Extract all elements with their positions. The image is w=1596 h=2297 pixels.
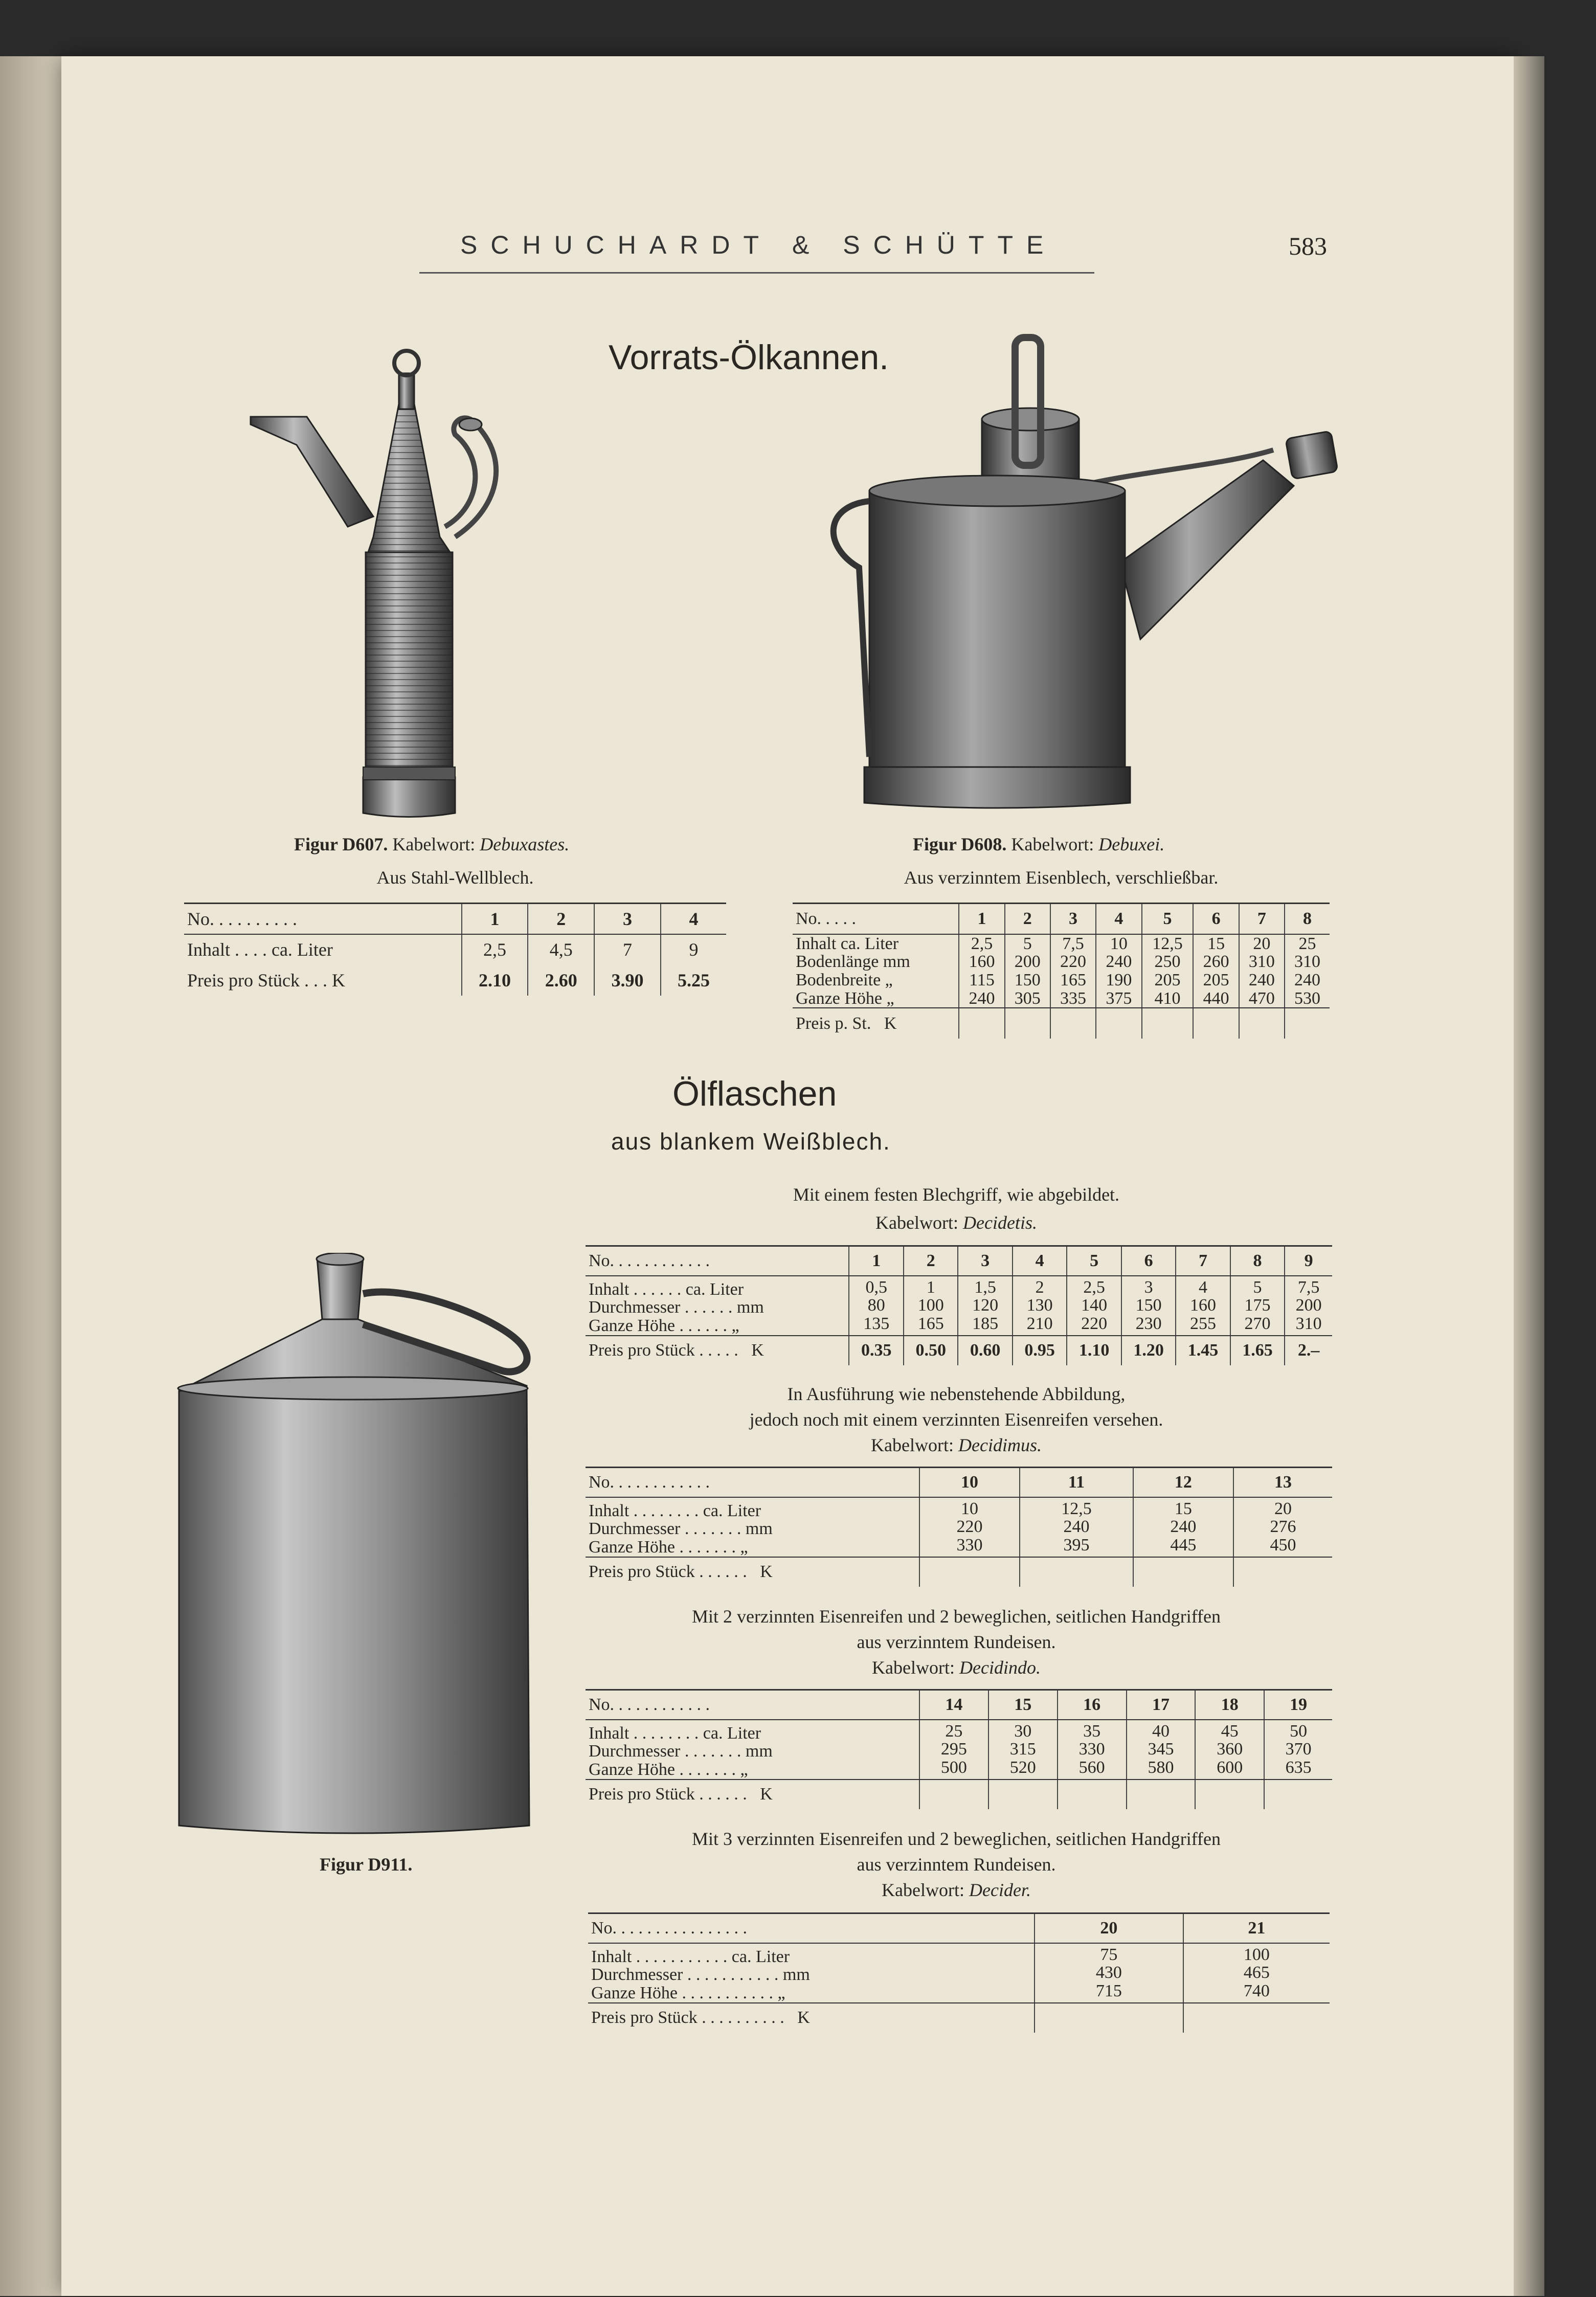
cell: 270	[1244, 1314, 1271, 1333]
col-values	[1121, 1276, 1176, 1336]
cell: 560	[1078, 1758, 1105, 1777]
cell-preis-empty	[1183, 2003, 1330, 2033]
t2-kabelwort	[588, 1434, 1324, 1456]
cell-preis-empty	[1020, 1557, 1133, 1587]
cell: 2,5	[1083, 1277, 1105, 1297]
cell: 240	[1106, 952, 1132, 972]
currency-k: K	[760, 1785, 773, 1804]
cell: 12,5	[1152, 934, 1183, 953]
cell: 470	[1248, 988, 1275, 1008]
col-values	[988, 1720, 1058, 1780]
cell-inhalt: 9	[661, 934, 726, 965]
cell-preis-empty	[1264, 1780, 1332, 1809]
col-no: 20	[1035, 1913, 1183, 1943]
col-no: 14	[919, 1690, 988, 1720]
cell: 260	[1203, 952, 1229, 972]
label-inhalt: Inhalt . . . . . . ca. Liter	[589, 1279, 744, 1299]
col-no: 16	[1058, 1690, 1127, 1720]
preis-label: Preis pro Stück . . . . . .	[589, 1785, 747, 1804]
label-hoehe: Ganze Höhe . . . . . . . „	[589, 1760, 748, 1779]
col-no: 6	[1193, 904, 1239, 934]
cell: 530	[1294, 988, 1321, 1008]
col-values	[904, 1276, 958, 1336]
cell: 600	[1217, 1758, 1243, 1777]
row-label-no: No. . . . .	[793, 904, 959, 934]
cell: 395	[1063, 1535, 1090, 1555]
col-no: 9	[1285, 1246, 1332, 1276]
cell-preis: 1.45	[1176, 1336, 1230, 1365]
left-page-edge	[0, 56, 64, 2296]
cell-preis-empty	[1127, 1780, 1196, 1809]
header-rule	[419, 272, 1094, 274]
row-label-no: No. . . . . . . . . . . .	[586, 1246, 849, 1276]
cell: 240	[969, 988, 995, 1008]
row-label-no: No. . . . . . . . . . . .	[586, 1468, 919, 1497]
page-number: 583	[1289, 232, 1327, 260]
cell-preis-empty	[988, 1780, 1058, 1809]
col-values-8	[1285, 934, 1330, 1008]
cell-inhalt: 7	[594, 934, 661, 965]
kw-label: Kabelwort:	[875, 1212, 958, 1233]
col-values	[1183, 1943, 1330, 2003]
cell: 40	[1152, 1721, 1170, 1741]
kw-word: Decidimus.	[958, 1435, 1042, 1455]
caption-d607	[294, 834, 569, 855]
cell: 310	[1295, 1314, 1322, 1333]
cell-preis-empty	[1233, 1557, 1332, 1587]
cell-preis-empty	[1035, 2003, 1183, 2033]
col-no: 8	[1230, 1246, 1285, 1276]
t2-intro2: jedoch noch mit einem verzinnten Eisenreifen versehen.	[749, 1409, 1163, 1430]
kw-word: Decidetis.	[963, 1212, 1037, 1233]
col-no: 13	[1233, 1468, 1332, 1497]
col-values-3	[1050, 934, 1096, 1008]
currency-k: K	[751, 1341, 764, 1360]
caption-d911: Figur D911.	[320, 1854, 413, 1875]
currency-k: K	[760, 1562, 773, 1582]
caption-d607-word: Debuxastes.	[480, 834, 570, 854]
caption-d607-kw: Kabelwort:	[392, 834, 476, 854]
cell: 520	[1009, 1758, 1036, 1777]
kw-label: Kabelwort:	[872, 1657, 955, 1678]
col-no: 19	[1264, 1690, 1332, 1720]
label-bodenlaenge: Bodenlänge mm	[796, 952, 910, 972]
cell-preis: 0.60	[958, 1336, 1012, 1365]
col-no: 3	[594, 904, 661, 934]
label-durchmesser: Durchmesser . . . . . . . mm	[589, 1519, 773, 1539]
cell: 120	[972, 1296, 999, 1315]
cell: 305	[1014, 988, 1041, 1008]
col-values-7	[1239, 934, 1285, 1008]
cell-preis-empty	[1096, 1008, 1141, 1039]
cell: 190	[1106, 970, 1132, 989]
currency-k: K	[797, 2008, 810, 2028]
cell: 10	[961, 1499, 979, 1518]
row-label-preis	[184, 965, 462, 996]
t4-intro1: Mit 3 verzinnten Eisenreifen und 2 beweglichen, seitlichen Handgriffen	[692, 1829, 1221, 1849]
cell: 75	[1100, 1945, 1118, 1964]
row-labels-dims	[588, 1943, 1035, 2003]
currency-k: K	[332, 970, 345, 990]
cell: 45	[1221, 1721, 1239, 1741]
col-no: 3	[1050, 904, 1096, 934]
col-no: 7	[1239, 904, 1285, 934]
t3-kabelwort	[588, 1657, 1324, 1678]
caption-d608-word: Debuxei.	[1098, 834, 1165, 854]
caption-d608-fig: Figur D608.	[913, 834, 1007, 854]
col-no: 15	[988, 1690, 1058, 1720]
label-hoehe: Ganze Höhe „	[796, 988, 894, 1008]
cell-preis-empty	[1193, 1008, 1239, 1039]
currency-k: K	[884, 1014, 897, 1033]
col-no: 17	[1127, 1690, 1196, 1720]
label-inhalt: Inhalt . . . . . . . . ca. Liter	[589, 1501, 761, 1520]
cell-preis: 1.65	[1230, 1336, 1285, 1365]
cell: 115	[969, 970, 995, 989]
label-durchmesser: Durchmesser . . . . . . mm	[589, 1298, 764, 1317]
cell: 160	[969, 952, 995, 972]
col-values-6	[1193, 934, 1239, 1008]
cell: 315	[1009, 1740, 1036, 1759]
cell: 310	[1248, 952, 1275, 972]
cell-preis: 2.60	[528, 965, 594, 996]
col-no: 21	[1183, 1913, 1330, 1943]
cell: 15	[1207, 934, 1225, 953]
preis-label: Preis pro Stück . . . . . .	[589, 1562, 747, 1582]
preis-label: Preis pro Stück . . . . .	[589, 1341, 738, 1360]
material-d607: Aus Stahl-Wellblech.	[376, 867, 534, 888]
cell: 185	[972, 1314, 999, 1333]
cell: 500	[940, 1758, 967, 1777]
caption-d608-kw: Kabelwort:	[1011, 834, 1094, 854]
cell-inhalt: 4,5	[528, 934, 594, 965]
cell: 335	[1060, 988, 1087, 1008]
col-values-2	[1005, 934, 1050, 1008]
col-values	[1195, 1720, 1264, 1780]
table-d607	[184, 903, 726, 996]
cell: 410	[1154, 988, 1181, 1008]
cell: 220	[956, 1517, 983, 1537]
cell: 375	[1106, 988, 1132, 1008]
cell: 35	[1083, 1721, 1101, 1741]
cell: 295	[940, 1740, 967, 1759]
col-values	[1013, 1276, 1067, 1336]
row-label-inhalt: Inhalt . . . . ca. Liter	[187, 939, 333, 960]
cell: 310	[1294, 952, 1321, 972]
col-values	[919, 1497, 1020, 1557]
running-header: SCHUCHARDT & SCHÜTTE	[460, 231, 1057, 259]
cell: 4	[1199, 1277, 1208, 1297]
cell: 0,5	[865, 1277, 887, 1297]
cell-preis-empty	[959, 1008, 1004, 1039]
cell: 25	[945, 1721, 963, 1741]
preis-label: Preis pro Stück . . .	[187, 970, 327, 990]
cell: 130	[1026, 1296, 1053, 1315]
cell: 440	[1203, 988, 1229, 1008]
col-values	[1020, 1497, 1133, 1557]
row-label-preis	[586, 1557, 919, 1587]
row-labels-dims	[586, 1497, 919, 1557]
t4-intro2: aus verzinntem Rundeisen.	[857, 1854, 1056, 1875]
row-label-preis	[793, 1008, 959, 1039]
label-inhalt: Inhalt ca. Liter	[796, 934, 899, 953]
col-no: 3	[958, 1246, 1012, 1276]
cell: 7,5	[1297, 1277, 1320, 1297]
preis-label: Preis p. St.	[796, 1014, 871, 1033]
cell: 15	[1174, 1499, 1192, 1518]
col-no: 18	[1195, 1690, 1264, 1720]
cell: 345	[1148, 1740, 1174, 1759]
cell-preis: 1.10	[1067, 1336, 1121, 1365]
col-values	[1127, 1720, 1196, 1780]
cell-preis: 0.50	[904, 1336, 958, 1365]
label-durchmesser: Durchmesser . . . . . . . mm	[589, 1742, 773, 1761]
col-values	[1035, 1943, 1183, 2003]
cell: 240	[1294, 970, 1321, 989]
cell-preis-empty	[1142, 1008, 1194, 1039]
oil-can-d607-illustration	[245, 343, 614, 823]
caption-d608	[913, 834, 1164, 855]
cell: 12,5	[1061, 1499, 1092, 1518]
cell: 7,5	[1062, 934, 1084, 953]
cell-preis-empty	[919, 1780, 988, 1809]
table-d608	[793, 903, 1330, 1039]
cell-preis-empty	[1058, 1780, 1127, 1809]
cell-preis: 2.10	[462, 965, 528, 996]
cell: 165	[917, 1314, 944, 1333]
t3-intro2: aus verzinntem Rundeisen.	[857, 1632, 1056, 1652]
col-no: 11	[1020, 1468, 1133, 1497]
col-no: 2	[904, 1246, 958, 1276]
label-hoehe: Ganze Höhe . . . . . . „	[589, 1316, 739, 1335]
cell: 140	[1081, 1296, 1108, 1315]
cell: 205	[1154, 970, 1181, 989]
col-no: 2	[528, 904, 594, 934]
table-decidetis	[586, 1245, 1332, 1365]
cell: 255	[1190, 1314, 1217, 1333]
col-no: 5	[1142, 904, 1194, 934]
col-no: 12	[1133, 1468, 1233, 1497]
caption-d607-fig: Figur D607.	[294, 834, 388, 854]
cell-preis-empty	[1285, 1008, 1330, 1039]
col-no: 8	[1285, 904, 1330, 934]
cell: 200	[1014, 952, 1041, 972]
section-title-oelflaschen: Ölflaschen	[672, 1074, 837, 1113]
t4-kabelwort	[588, 1879, 1324, 1901]
col-values-4	[1096, 934, 1141, 1008]
cell: 25	[1298, 934, 1316, 953]
cell: 230	[1135, 1314, 1162, 1333]
t1-kabelwort	[588, 1212, 1324, 1233]
col-no: 2	[1005, 904, 1050, 934]
cell: 276	[1270, 1517, 1296, 1537]
material-d608: Aus verzinntem Eisenblech, verschließbar.	[904, 867, 1219, 888]
col-no: 7	[1176, 1246, 1230, 1276]
cell-preis: 1.20	[1121, 1336, 1176, 1365]
cell: 2,5	[971, 934, 993, 953]
table-decider	[588, 1912, 1330, 2033]
cell: 80	[867, 1296, 885, 1315]
col-no: 10	[919, 1468, 1020, 1497]
col-values-5	[1142, 934, 1194, 1008]
cell: 135	[863, 1314, 890, 1333]
oil-can-d608-illustration	[813, 332, 1376, 823]
oil-bottle-d911-illustration	[169, 1253, 537, 1851]
cell: 160	[1190, 1296, 1217, 1315]
label-durchmesser: Durchmesser . . . . . . . . . . . mm	[591, 1965, 810, 1985]
cell-preis: 5.25	[661, 965, 726, 996]
cell-preis: 0.95	[1013, 1336, 1067, 1365]
col-values	[1285, 1276, 1332, 1336]
cell: 1,5	[974, 1277, 996, 1297]
cell: 2	[1035, 1277, 1044, 1297]
kw-label: Kabelwort:	[882, 1880, 964, 1900]
row-labels-dims	[586, 1276, 849, 1336]
row-label-no: No. . . . . . . . . . . . . . . .	[588, 1913, 1035, 1943]
row-label-no: No. . . . . . . . . .	[184, 904, 462, 934]
col-values	[1133, 1497, 1233, 1557]
cell: 175	[1244, 1296, 1271, 1315]
col-no: 4	[1096, 904, 1141, 934]
t1-intro: Mit einem festen Blechgriff, wie abgebildet.	[793, 1184, 1120, 1205]
cell: 220	[1081, 1314, 1108, 1333]
cell: 250	[1154, 952, 1181, 972]
cell-preis-empty	[1239, 1008, 1285, 1039]
cell: 430	[1095, 1963, 1122, 1983]
label-hoehe: Ganze Höhe . . . . . . . . . . . „	[591, 1983, 785, 2002]
cell: 445	[1170, 1535, 1197, 1555]
col-values	[1264, 1720, 1332, 1780]
label-inhalt: Inhalt . . . . . . . . . . . ca. Liter	[591, 1947, 790, 1966]
cell: 3	[1144, 1277, 1153, 1297]
col-no: 4	[661, 904, 726, 934]
cell: 220	[1060, 952, 1087, 972]
row-label-no: No. . . . . . . . . . . .	[586, 1690, 919, 1720]
col-values	[1233, 1497, 1332, 1557]
cell: 1	[926, 1277, 935, 1297]
cell-preis-empty	[1195, 1780, 1264, 1809]
row-labels-dims	[793, 934, 959, 1008]
cell-preis: 0.35	[849, 1336, 903, 1365]
cell-preis: 2.–	[1285, 1336, 1332, 1365]
col-values	[1176, 1276, 1230, 1336]
cell: 330	[1078, 1740, 1105, 1759]
cell-preis: 3.90	[594, 965, 661, 996]
t3-intro1: Mit 2 verzinnten Eisenreifen und 2 beweglichen, seitlichen Handgriffen	[692, 1606, 1221, 1627]
cell: 30	[1014, 1721, 1032, 1741]
cell-preis-empty	[1133, 1557, 1233, 1587]
label-inhalt: Inhalt . . . . . . . . ca. Liter	[589, 1723, 761, 1743]
cell: 370	[1285, 1740, 1312, 1759]
cell: 240	[1248, 970, 1275, 989]
row-label-preis	[586, 1780, 919, 1809]
cell: 465	[1243, 1963, 1270, 1983]
col-values	[1230, 1276, 1285, 1336]
cell: 20	[1274, 1499, 1292, 1518]
cell: 5	[1023, 934, 1032, 953]
cell: 240	[1063, 1517, 1090, 1537]
col-no: 1	[462, 904, 528, 934]
cell: 165	[1060, 970, 1087, 989]
col-values	[849, 1276, 903, 1336]
col-values	[1067, 1276, 1121, 1336]
col-values	[1058, 1720, 1127, 1780]
row-labels-dims	[586, 1720, 919, 1780]
col-values-1	[959, 934, 1004, 1008]
label-bodenbreite: Bodenbreite „	[796, 970, 893, 989]
cell: 580	[1148, 1758, 1174, 1777]
section-subtitle: aus blankem Weißblech.	[611, 1128, 891, 1155]
cell: 210	[1026, 1314, 1053, 1333]
col-no: 5	[1067, 1246, 1121, 1276]
cell: 5	[1253, 1277, 1262, 1297]
cell-preis-empty	[919, 1557, 1020, 1587]
cell-preis-empty	[1050, 1008, 1096, 1039]
cell: 360	[1217, 1740, 1243, 1759]
table-decidimus	[586, 1467, 1332, 1587]
label-hoehe: Ganze Höhe . . . . . . . „	[589, 1537, 748, 1557]
cell: 715	[1095, 1981, 1122, 2000]
cell: 740	[1243, 1981, 1270, 2000]
cell: 50	[1290, 1721, 1308, 1741]
cell: 450	[1270, 1535, 1296, 1555]
cell-preis-empty	[1005, 1008, 1050, 1039]
col-values	[958, 1276, 1012, 1336]
col-no: 4	[1013, 1246, 1067, 1276]
cell: 240	[1170, 1517, 1197, 1537]
cell: 150	[1014, 970, 1041, 989]
kw-word: Decider.	[969, 1880, 1031, 1900]
cell: 150	[1135, 1296, 1162, 1315]
preis-label: Preis pro Stück . . . . . . . . . .	[591, 2008, 784, 2028]
cell: 100	[917, 1296, 944, 1315]
row-label-preis	[586, 1336, 849, 1365]
row-label-preis	[588, 2003, 1035, 2033]
right-page-edge	[1514, 56, 1544, 2296]
table-decidindo	[586, 1689, 1332, 1809]
cell: 330	[956, 1535, 983, 1555]
cell-inhalt: 2,5	[462, 934, 528, 965]
cell: 20	[1253, 934, 1271, 953]
cell: 10	[1110, 934, 1128, 953]
kw-word: Decidindo.	[959, 1657, 1041, 1678]
section-title-oelkannen: Vorrats-Ölkannen.	[609, 338, 889, 377]
col-no: 6	[1121, 1246, 1176, 1276]
cell: 100	[1243, 1945, 1270, 1964]
col-values	[919, 1720, 988, 1780]
col-no: 1	[849, 1246, 903, 1276]
col-no: 1	[959, 904, 1004, 934]
cell: 635	[1285, 1758, 1312, 1777]
kw-label: Kabelwort:	[871, 1435, 954, 1455]
cell: 200	[1295, 1296, 1322, 1315]
t2-intro1: In Ausführung wie nebenstehende Abbildung,	[787, 1384, 1126, 1404]
cell: 205	[1203, 970, 1229, 989]
